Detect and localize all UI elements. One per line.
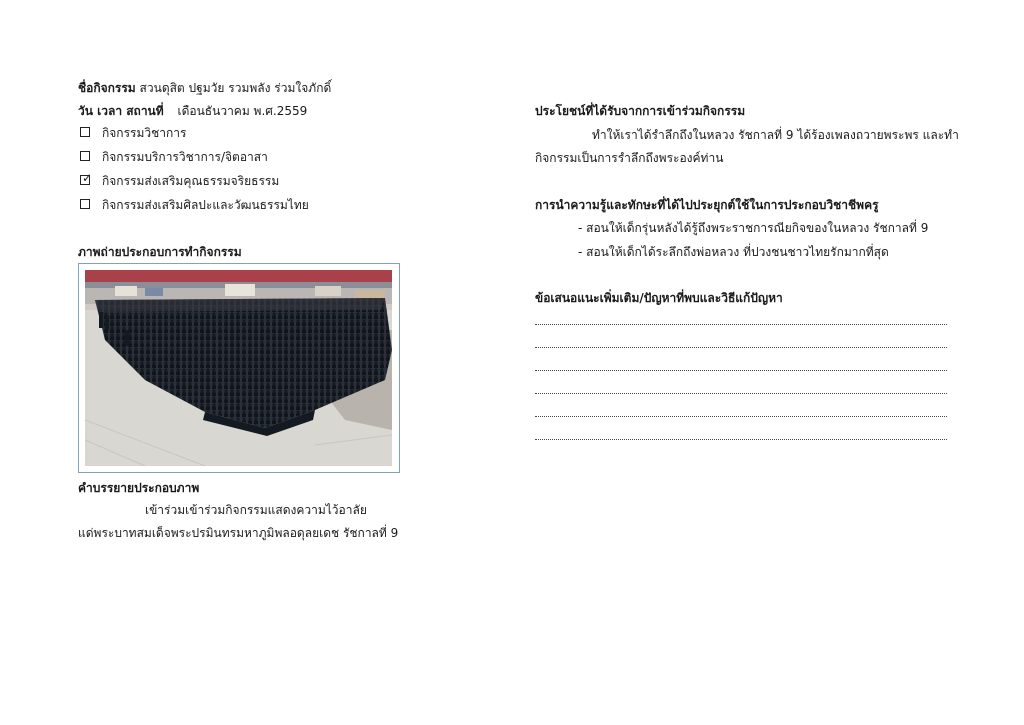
benefit-line-1: ทำให้เราได้รำลึกถึงในหลวง รัชกาลที่ 9 ได้ร้องเพลงถวายพระพร และทำ (592, 128, 959, 142)
caption-line-1: เข้าร่วมเข้าร่วมกิจกรรมแสดงความไว้อาลัย (145, 503, 367, 517)
crowd-photo-illustration (85, 270, 392, 466)
answer-line-6 (535, 439, 947, 440)
activity-name: สวนดุสิต ปฐมวัย รวมพลัง ร่วมใจภักดิ์ (139, 81, 332, 95)
answer-line-4 (535, 393, 947, 394)
activity-row (78, 80, 331, 96)
datetime-label: วัน เวลา สถานที่ (78, 104, 164, 118)
suggest-heading: ข้อเสนอแนะเพิ่มเติม/ปัญหาที่พบและวิธีแก้ปัญหา (535, 291, 783, 305)
datetime-row (78, 103, 307, 119)
checkbox-label-service: กิจกรรมบริการวิชาการ/จิตอาสา (102, 150, 268, 164)
benefit-heading: ประโยชน์ที่ได้รับจากการเข้าร่วมกิจกรรม (535, 104, 746, 118)
caption-heading: คำบรรยายประกอบภาพ (78, 481, 200, 495)
caption-line-2: แด่พระบาทสมเด็จพระปรมินทรมหาภูมิพลอดุลยเดช รัชกาลที่ 9 (78, 526, 399, 540)
checkbox-morality[interactable] (80, 171, 93, 185)
photo-heading: ภาพถ่ายประกอบการทำกิจกรรม (78, 245, 242, 259)
activity-photo-frame (78, 263, 400, 473)
checkbox-label-morality: กิจกรรมส่งเสริมคุณธรรมจริยธรรม (102, 174, 280, 188)
checkbox-label-academic: กิจกรรมวิชาการ (102, 126, 187, 140)
checkbox-label-culture: กิจกรรมส่งเสริมศิลปะและวัฒนธรรมไทย (102, 198, 309, 212)
check-icon: ✓ (82, 171, 93, 185)
datetime-value: เดือนธันวาคม พ.ศ.2559 (177, 104, 308, 118)
checkbox-service[interactable] (80, 151, 90, 161)
answer-line-2 (535, 347, 947, 348)
answer-line-1 (535, 324, 947, 325)
apply-line-2: - สอนให้เด็กได้ระลึกถึงพ่อหลวง ที่ปวงชนชาวไทยรักมากที่สุด (578, 245, 889, 259)
checkbox-culture[interactable] (80, 199, 90, 209)
activity-photo (85, 270, 392, 466)
apply-heading: การนำความรู้และทักษะที่ได้ไปประยุกต์ใช้ในการประกอบวิชาชีพครู (535, 198, 879, 212)
answer-line-3 (535, 370, 947, 371)
benefit-line-2: กิจกรรมเป็นการรำลึกถึงพระองค์ท่าน (535, 151, 724, 165)
apply-line-1: - สอนให้เด็กรุ่นหลังได้รู้ถึงพระราชการณียกิจของในหลวง รัชกาลที่ 9 (578, 221, 929, 235)
checkbox-academic[interactable] (80, 127, 90, 137)
answer-line-5 (535, 416, 947, 417)
activity-label: ชื่อกิจกรรม (78, 81, 136, 95)
